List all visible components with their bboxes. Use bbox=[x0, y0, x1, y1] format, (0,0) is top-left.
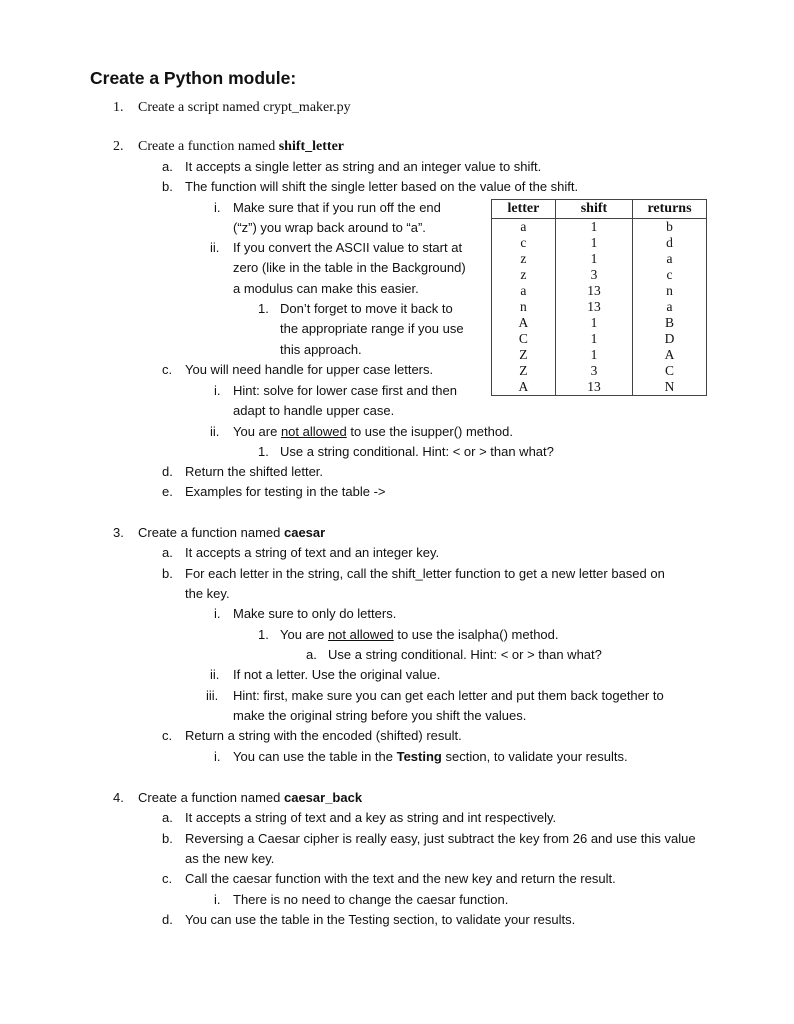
function-name-shift-letter: shift_letter bbox=[278, 139, 345, 154]
item-3b-line2: the key. bbox=[185, 586, 230, 601]
item-2a-text: It accepts a single letter as string and an integer value to shift. bbox=[185, 159, 542, 174]
item-4a-text: It accepts a string of text and a key as string and int respectively. bbox=[185, 810, 557, 825]
item-3biii-marker: iii. bbox=[206, 688, 219, 703]
item-3bi1-text bbox=[280, 625, 559, 645]
item-3ci-marker: i. bbox=[214, 749, 221, 764]
item-3c-text: Return a string with the encoded (shifted) result. bbox=[185, 728, 462, 743]
item-2cii-text bbox=[233, 422, 513, 442]
table-row bbox=[492, 219, 707, 236]
item-1-number: 1. bbox=[113, 100, 124, 115]
returns-cell: C bbox=[633, 363, 707, 379]
table-row bbox=[492, 363, 707, 379]
item-2e-text: Examples for testing in the table -> bbox=[185, 484, 386, 499]
item-2bi-marker: i. bbox=[214, 200, 221, 215]
item-2bii1-line3: this approach. bbox=[280, 342, 362, 357]
item-2-heading bbox=[138, 137, 344, 157]
returns-cell: d bbox=[633, 235, 707, 251]
item-2bii-line1: If you convert the ASCII value to start at bbox=[233, 240, 463, 255]
shift-cell: 1 bbox=[555, 251, 632, 267]
item-2c-marker: c. bbox=[162, 362, 173, 377]
item-3b-line1: For each letter in the string, call the shift_letter function to get a new letter based on bbox=[185, 566, 665, 581]
item-3bi1-suffix: to use the isalpha() method. bbox=[393, 627, 559, 642]
item-3a-text: It accepts a string of text and an integer key. bbox=[185, 545, 440, 560]
item-2bi-line1: Make sure that if you run off the end bbox=[233, 200, 441, 215]
returns-cell: D bbox=[633, 331, 707, 347]
item-3bii-marker: ii. bbox=[210, 667, 220, 682]
table-row bbox=[492, 235, 707, 251]
item-1-text: Create a script named crypt_maker.py bbox=[138, 100, 351, 115]
item-3bi1a-marker: a. bbox=[306, 647, 317, 662]
item-2cii1-text: Use a string conditional. Hint: < or > than what? bbox=[280, 444, 554, 459]
function-name-caesar-back: caesar_back bbox=[283, 790, 363, 805]
column-header-letter: letter bbox=[492, 200, 556, 219]
item-3-prefix: Create a function named bbox=[138, 525, 284, 540]
item-2d-text: Return the shifted letter. bbox=[185, 464, 324, 479]
shift-cell: 1 bbox=[555, 219, 632, 236]
item-2-number: 2. bbox=[113, 139, 124, 154]
letter-cell: a bbox=[492, 283, 556, 299]
table-row bbox=[492, 283, 707, 299]
table-row bbox=[492, 251, 707, 267]
item-2bii-marker: ii. bbox=[210, 240, 220, 255]
letter-cell: Z bbox=[492, 363, 556, 379]
item-4d-marker: d. bbox=[162, 912, 173, 927]
item-2bi-line2: (“z”) you wrap back around to “a”. bbox=[233, 220, 426, 235]
item-2bii1-line1: Don’t forget to move it back to bbox=[280, 301, 453, 316]
testing-emphasis: Testing bbox=[396, 749, 442, 764]
item-2b-text: The function will shift the single letter based on the value of the shift. bbox=[185, 179, 579, 194]
shift-cell: 3 bbox=[555, 267, 632, 283]
table-row bbox=[492, 267, 707, 283]
item-3-number: 3. bbox=[113, 525, 124, 540]
item-2ci-marker: i. bbox=[214, 383, 221, 398]
not-allowed-emphasis: not allowed bbox=[327, 627, 394, 642]
item-4b-line2: as the new key. bbox=[185, 851, 275, 866]
returns-cell: B bbox=[633, 315, 707, 331]
table-row bbox=[492, 347, 707, 363]
item-2bii-line3: a modulus can make this easier. bbox=[233, 281, 419, 296]
item-3ci-text bbox=[233, 747, 628, 767]
returns-cell: a bbox=[633, 299, 707, 315]
item-3-heading bbox=[138, 523, 325, 543]
column-header-shift: shift bbox=[555, 200, 632, 219]
item-4-number: 4. bbox=[113, 790, 124, 805]
table-row bbox=[492, 331, 707, 347]
letter-cell: C bbox=[492, 331, 556, 347]
table-row bbox=[492, 379, 707, 396]
item-3ci-suffix: section, to validate your results. bbox=[441, 749, 628, 764]
item-4-prefix: Create a function named bbox=[138, 790, 284, 805]
item-4ci-text: There is no need to change the caesar function. bbox=[233, 892, 509, 907]
item-2a-marker: a. bbox=[162, 159, 173, 174]
letter-cell: Z bbox=[492, 347, 556, 363]
item-2d-marker: d. bbox=[162, 464, 173, 479]
item-3c-marker: c. bbox=[162, 728, 173, 743]
shift-cell: 13 bbox=[555, 299, 632, 315]
returns-cell: A bbox=[633, 347, 707, 363]
returns-cell: b bbox=[633, 219, 707, 236]
returns-cell: n bbox=[633, 283, 707, 299]
shift-cell: 3 bbox=[555, 363, 632, 379]
item-2c-text: You will need handle for upper case letters. bbox=[185, 362, 434, 377]
shift-cell: 1 bbox=[555, 347, 632, 363]
examples-table bbox=[491, 199, 707, 396]
item-4c-marker: c. bbox=[162, 871, 173, 886]
item-4d-text: You can use the table in the Testing section, to validate your results. bbox=[185, 912, 576, 927]
item-4-heading bbox=[138, 788, 362, 808]
not-allowed-emphasis: not allowed bbox=[280, 424, 347, 439]
table-row bbox=[492, 315, 707, 331]
item-2bii1-marker: 1. bbox=[258, 301, 269, 316]
returns-cell: a bbox=[633, 251, 707, 267]
item-4b-marker: b. bbox=[162, 831, 173, 846]
item-2bii1-line2: the appropriate range if you use bbox=[280, 321, 464, 336]
item-3bi-marker: i. bbox=[214, 606, 221, 621]
item-3bii-text: If not a letter. Use the original value. bbox=[233, 667, 441, 682]
returns-cell: c bbox=[633, 267, 707, 283]
item-4c-text: Call the caesar function with the text and the new key and return the result. bbox=[185, 871, 616, 886]
item-2bii-line2: zero (like in the table in the Background) bbox=[233, 260, 466, 275]
item-2ci-line1: Hint: solve for lower case first and then bbox=[233, 383, 457, 398]
item-3b-marker: b. bbox=[162, 566, 173, 581]
item-3ci-prefix: You can use the table in the bbox=[233, 749, 397, 764]
letter-cell: z bbox=[492, 251, 556, 267]
column-header-returns: returns bbox=[633, 200, 707, 219]
letter-cell: A bbox=[492, 315, 556, 331]
page-title: Create a Python module: bbox=[90, 68, 297, 88]
shift-cell: 13 bbox=[555, 379, 632, 396]
item-3biii-line1: Hint: first, make sure you can get each letter and put them back together to bbox=[233, 688, 664, 703]
item-3bi-text: Make sure to only do letters. bbox=[233, 606, 397, 621]
item-2e-marker: e. bbox=[162, 484, 173, 499]
table-row bbox=[492, 299, 707, 315]
function-name-caesar: caesar bbox=[283, 525, 326, 540]
item-2cii-prefix: You are bbox=[233, 424, 281, 439]
table-header-row bbox=[492, 200, 707, 219]
letter-cell: c bbox=[492, 235, 556, 251]
shift-cell: 1 bbox=[555, 235, 632, 251]
shift-cell: 13 bbox=[555, 283, 632, 299]
item-4b-line1: Reversing a Caesar cipher is really easy, just subtract the key from 26 and use this value bbox=[185, 831, 696, 846]
item-3bi1-marker: 1. bbox=[258, 627, 269, 642]
item-2cii-suffix: to use the isupper() method. bbox=[346, 424, 513, 439]
item-2-prefix: Create a function named bbox=[138, 139, 279, 154]
item-2b-marker: b. bbox=[162, 179, 173, 194]
item-2cii-marker: ii. bbox=[210, 424, 220, 439]
letter-cell: a bbox=[492, 219, 556, 236]
letter-cell: z bbox=[492, 267, 556, 283]
item-2ci-line2: adapt to handle upper case. bbox=[233, 403, 395, 418]
item-4ci-marker: i. bbox=[214, 892, 221, 907]
letter-cell: n bbox=[492, 299, 556, 315]
item-3bi1-prefix: You are bbox=[280, 627, 328, 642]
item-3bi1a-text: Use a string conditional. Hint: < or > than what? bbox=[328, 647, 602, 662]
returns-cell: N bbox=[633, 379, 707, 396]
item-2cii1-marker: 1. bbox=[258, 444, 269, 459]
shift-cell: 1 bbox=[555, 315, 632, 331]
item-3a-marker: a. bbox=[162, 545, 173, 560]
item-4a-marker: a. bbox=[162, 810, 173, 825]
letter-cell: A bbox=[492, 379, 556, 396]
examples-table-body bbox=[492, 219, 707, 396]
shift-cell: 1 bbox=[555, 331, 632, 347]
item-3biii-line2: make the original string before you shift the values. bbox=[233, 708, 527, 723]
